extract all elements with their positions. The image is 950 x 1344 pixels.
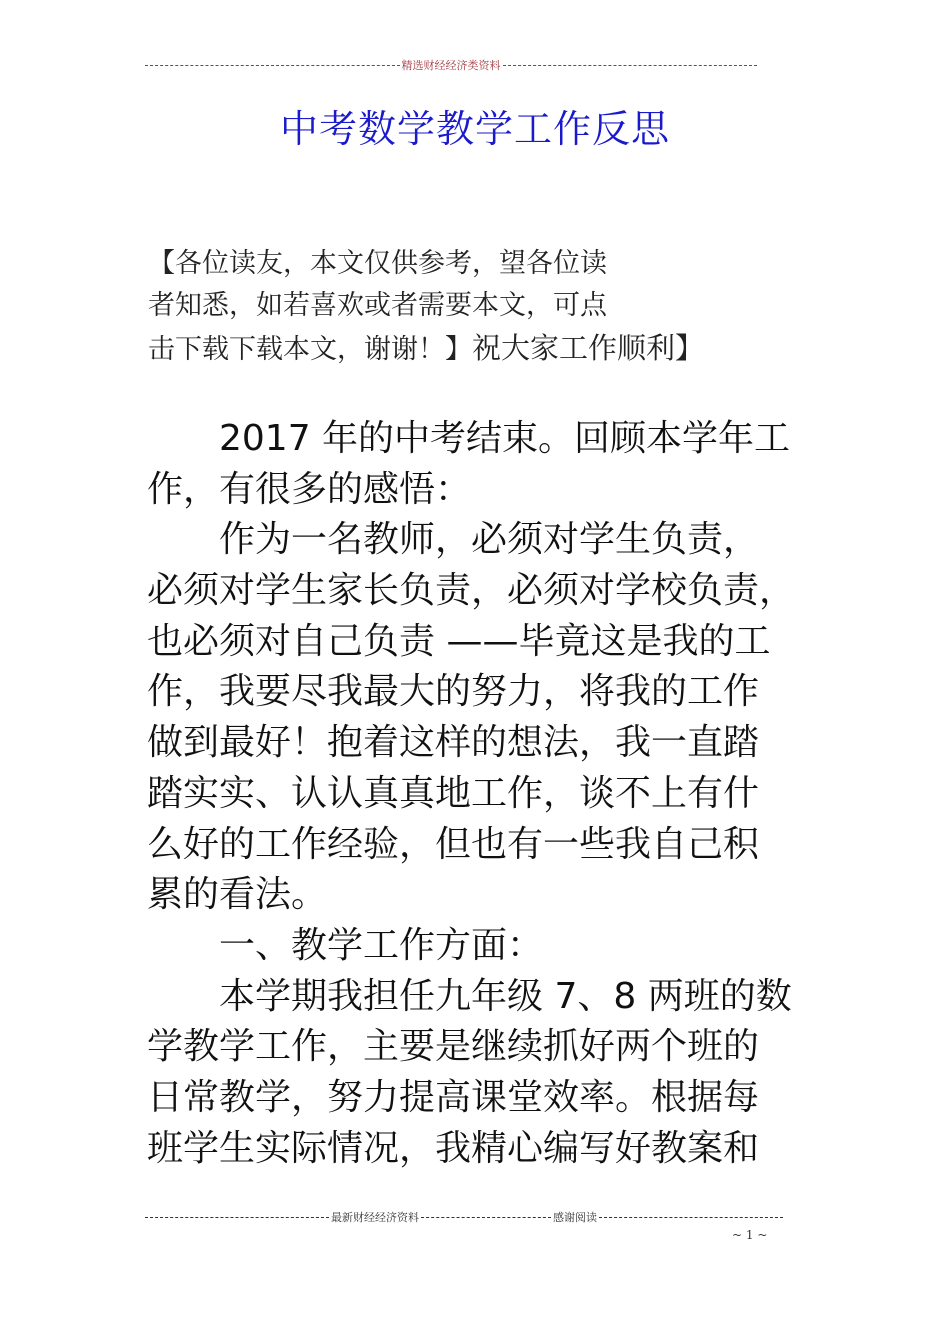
- footer-dash-right: [599, 1217, 783, 1218]
- footer-right-label: 感谢阅读: [553, 1211, 597, 1224]
- notice-line: 者知悉，如若喜欢或者需要本文，可点: [148, 290, 607, 321]
- body-line: 班学生实际情况，我精心编写好教案和: [147, 1127, 760, 1169]
- body-line: 作为一名教师，必须对学生负责，: [219, 519, 760, 561]
- page-footer: [145, 1210, 783, 1224]
- body-line: 必须对学生家长负责，必须对学校负责，: [147, 570, 796, 612]
- body-line: 2017 年的中考结束。回顾本学年工: [219, 418, 791, 459]
- body-line: 做到最好！抱着这样的想法，我一直踏: [147, 722, 760, 764]
- body-line: 学教学工作，主要是继续抓好两个班的: [147, 1026, 760, 1068]
- document-title: 中考数学教学工作反思: [279, 107, 670, 151]
- body-line: 累的看法。: [147, 874, 328, 916]
- body-line: 么好的工作经验，但也有一些我自己积: [147, 823, 760, 865]
- header-dash-right: [503, 65, 758, 66]
- section-heading: 一、教学工作方面：: [219, 924, 544, 966]
- body-line: 作，有很多的感悟：: [147, 468, 472, 510]
- footer-dash-left: [145, 1217, 329, 1218]
- header-label: 精选财经经济类资料: [401, 59, 501, 72]
- body-line: 作，我要尽我最大的努力，将我的工作: [147, 671, 760, 713]
- header-dash-left: [145, 65, 400, 66]
- body-line: 日常教学，努力提高课堂效率。根据每: [147, 1076, 760, 1118]
- footer-dash-middle: [421, 1217, 551, 1218]
- page-header: [145, 58, 757, 72]
- notice-line-text: 击下载下载本文，谢谢！】: [148, 334, 472, 365]
- page-number: ~ 1 ~: [732, 1228, 768, 1242]
- notice-blessing: 祝大家工作顺利】: [472, 331, 705, 365]
- reader-notice: [148, 243, 788, 371]
- notice-line: [148, 327, 788, 371]
- notice-line: 【各位读友，本文仅供参考，望各位读: [148, 248, 607, 279]
- footer-left-label: 最新财经经济资料: [331, 1211, 419, 1224]
- document-body: [147, 414, 812, 1174]
- body-line: 也必须对自己负责 ——毕竟这是我的工: [147, 620, 771, 662]
- body-line: 踏实实、认认真真地工作，谈不上有什: [147, 772, 760, 814]
- body-line: 本学期我担任九年级 7、8 两班的数: [219, 975, 792, 1017]
